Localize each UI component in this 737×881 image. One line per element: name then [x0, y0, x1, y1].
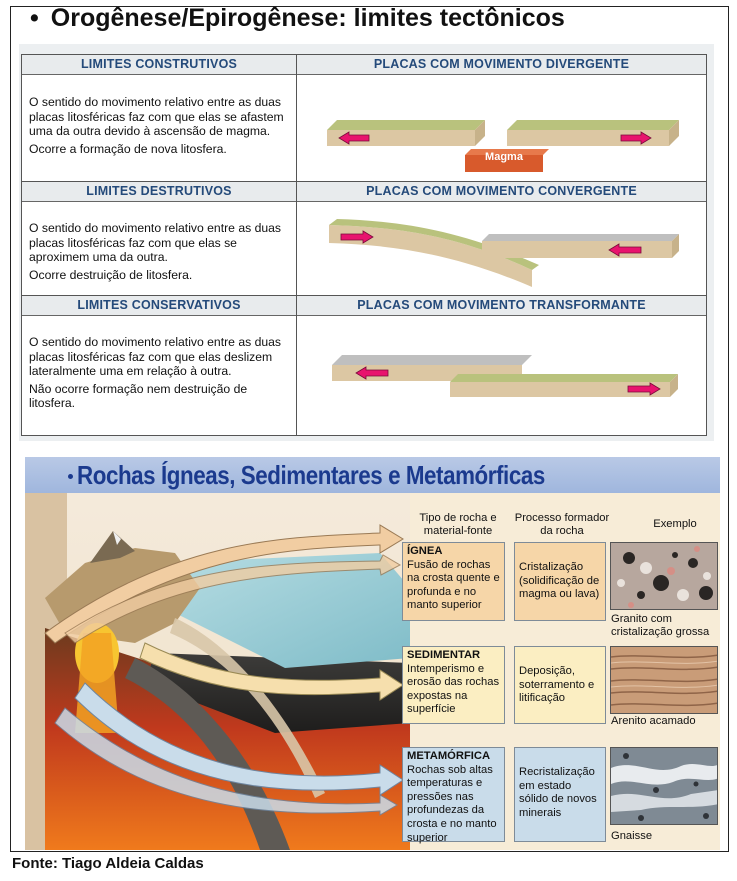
column-header-example: Exemplo: [653, 518, 697, 530]
caption-granito: Granito com cristalização grossa: [611, 613, 710, 638]
description-note: Ocorre destruição de litosfera.: [29, 267, 193, 282]
rock-name: ÍGNEA: [407, 545, 443, 557]
boundaries-table: [21, 54, 707, 436]
sandstone-photo: [610, 646, 718, 714]
column-header-type: Tipo de rocha e material-fonte: [419, 512, 497, 537]
bullet-icon: [68, 474, 73, 479]
header-limites-construtivos: LIMITES CONSTRUTIVOS: [22, 55, 296, 75]
transform-diagram: [322, 340, 692, 415]
header-movimento-transformante: PLACAS COM MOVIMENTO TRANSFORMANTE: [297, 296, 706, 316]
description-conservativos: [29, 335, 289, 411]
slide-title: [30, 4, 565, 33]
slide-title-text: Orogênese/Epirogênese: limites tectônicos: [50, 4, 565, 32]
header-movimento-divergente: PLACAS COM MOVIMENTO DIVERGENTE: [297, 55, 706, 75]
column-divider: [296, 55, 297, 435]
arrow-ignea-icon: [45, 525, 403, 643]
rock-source: Rochas sob altas temperaturas e pressões nas profundezas da crosta e no manto superior: [407, 763, 497, 844]
boundaries-panel: [19, 44, 714, 441]
description-destrutivos: [29, 221, 289, 282]
description-construtivos: [29, 95, 289, 156]
arrow-sedimentar-icon: [140, 643, 403, 700]
convergent-diagram: [317, 215, 687, 295]
rock-type-ignea: [402, 542, 505, 621]
rocks-title: Rochas Ígneas, Sedimentares e Metamórficas: [77, 460, 545, 490]
rock-name: METAMÓRFICA: [407, 750, 491, 762]
description-text: O sentido do movimento relativo entre as duas placas litosféricas faz com que elas se aproximem uma da outra.: [29, 221, 282, 264]
description-note: Ocorre a formação de nova litosfera.: [29, 141, 227, 156]
description-text: O sentido do movimento relativo entre as duas placas litosféricas faz com que elas deslizem lateralmente uma em relação à outra.: [29, 335, 282, 378]
rock-type-sedimentar: [402, 646, 505, 724]
granite-photo: [610, 542, 718, 610]
rock-cycle-arrows: [25, 493, 425, 850]
divergent-diagram: [317, 105, 687, 180]
rock-process-sedimentar: Deposição, soterramento e litificação: [514, 646, 606, 724]
rock-source: Intemperismo e erosão das rochas expostas na superfície: [407, 662, 500, 716]
arrow-metamorfica-icon: [55, 683, 403, 815]
header-limites-destrutivos: LIMITES DESTRUTIVOS: [22, 182, 296, 202]
gneiss-photo: [610, 747, 718, 825]
caption-arenito: Arenito acamado: [611, 715, 696, 727]
magma-label: Magma: [485, 151, 523, 163]
rock-process-metamorfica: Recristalização em estado sólido de novos minerais: [514, 747, 606, 842]
header-limites-conservativos: LIMITES CONSERVATIVOS: [22, 296, 296, 316]
column-header-process: Processo formador da rocha: [514, 512, 610, 537]
source-footer: Fonte: Tiago Aldeia Caldas: [12, 855, 204, 872]
caption-gnaisse: Gnaisse: [611, 830, 653, 842]
header-movimento-convergente: PLACAS COM MOVIMENTO CONVERGENTE: [297, 182, 706, 202]
rock-process-ignea: Cristalização (solidificação de magma ou lava): [514, 542, 606, 621]
bullet-icon: •: [30, 4, 39, 32]
description-note: Não ocorre formação nem destruição de litosfera.: [29, 381, 248, 410]
rock-source: Fusão de rochas na crosta quente e profunda e no manto superior: [407, 558, 500, 612]
rock-name: SEDIMENTAR: [407, 649, 481, 661]
rocks-panel: [25, 457, 720, 850]
rock-type-metamorfica: [402, 747, 505, 842]
description-text: O sentido do movimento relativo entre as duas placas litosféricas faz com que elas se afastem uma da outra devido à ascensão de magma.: [29, 95, 284, 138]
